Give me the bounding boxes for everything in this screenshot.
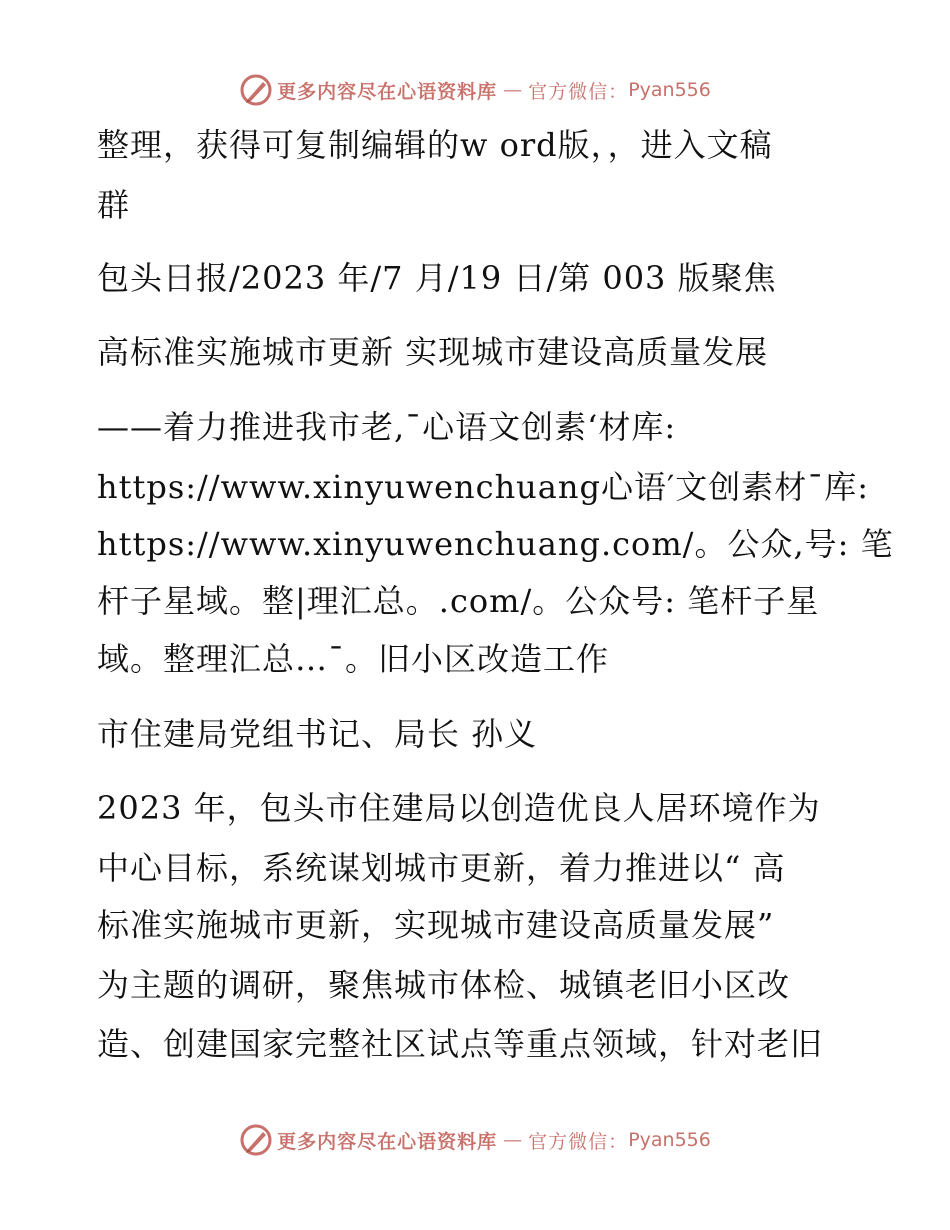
doc-subheading: ——着力推进我市老,¯心语文创素‘材库: [97, 408, 677, 446]
doc-paragraph-line: 中心目标，系统谋划城市更新，着力推进以“ 高 [97, 849, 786, 887]
doc-line: 群 [97, 186, 131, 224]
doc-heading: 高标准实施城市更新 实现城市建设高质量发展 [97, 333, 769, 371]
doc-paragraph-line: 2023 年，包头市住建局以创造优良人居环境作为 [97, 789, 821, 827]
doc-author: 市住建局党组书记、局长 孙义 [97, 715, 538, 753]
watermark-text: 更多内容尽在心语资料库 [277, 1130, 498, 1153]
doc-paragraph-line: 标准实施城市更新，实现城市建设高质量发展” [97, 906, 775, 944]
watermark-id: Pyan556 [628, 79, 711, 101]
watermark-label: 官方微信： [528, 80, 629, 103]
watermark-separator: — [503, 79, 523, 101]
watermark-separator: — [503, 1129, 523, 1151]
watermark-header [0, 70, 950, 110]
doc-line: 域。整理汇总…¯。旧小区改造工作 [97, 640, 610, 678]
doc-line: 杆子星域。整|理汇总。.com/。公众号: 笔杆子星 [97, 582, 820, 620]
doc-line: https://www.xinyuwenchuang心语′文创素材¯库: [97, 468, 870, 506]
watermark-id: Pyan556 [628, 1129, 711, 1151]
doc-line: 整理，获得可复制编辑的w ord版，，进入文稿 [97, 126, 773, 164]
pen-logo-icon [239, 73, 273, 107]
doc-paragraph-line: 为主题的调研，聚焦城市体检、城镇老旧小区改 [97, 966, 791, 1004]
watermark-footer [0, 1120, 950, 1160]
watermark-text: 更多内容尽在心语资料库 [277, 80, 498, 103]
watermark-label: 官方微信： [528, 1130, 629, 1153]
pen-logo-icon [239, 1123, 273, 1157]
doc-line: 包头日报/2023 年/7 月/19 日/第 003 版聚焦 [97, 259, 777, 297]
doc-line: https://www.xinyuwenchuang.com/。公众,号: 笔 [97, 525, 894, 563]
doc-paragraph-line: 造、创建国家完整社区试点等重点领域，针对老旧 [97, 1025, 824, 1063]
